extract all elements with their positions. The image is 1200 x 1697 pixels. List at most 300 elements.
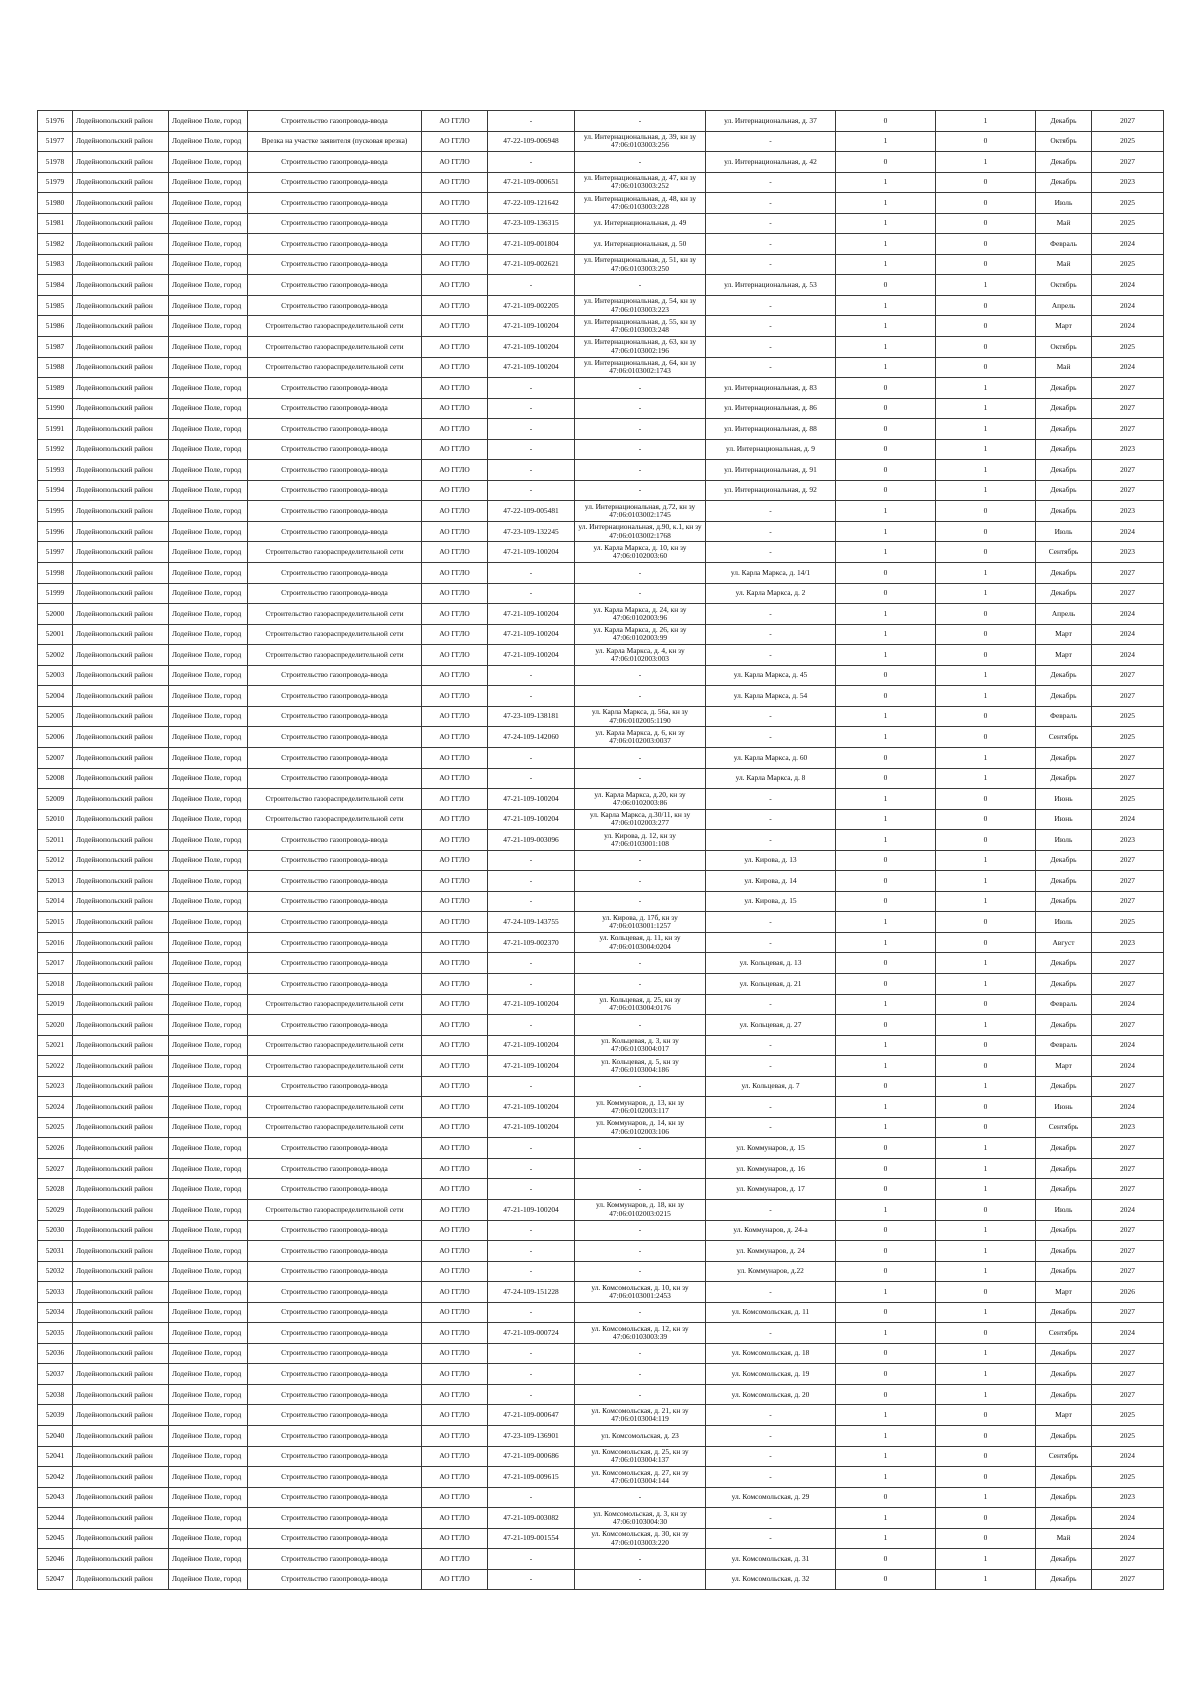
work-type-cell: Строительство газопровода-ввода <box>248 727 422 748</box>
applicant-address-cell: ул. Коммунаров, д. 18, кн зу 47:06:0102003:0215 <box>575 1199 706 1220</box>
object-address-cell: - <box>706 357 836 378</box>
year-cell: 2027 <box>1092 1015 1164 1036</box>
district-cell: Лодейнопольский район <box>73 789 169 810</box>
organization-cell: АО ГГЛО <box>422 932 488 953</box>
district-cell: Лодейнопольский район <box>73 1302 169 1323</box>
row-number-cell: 52041 <box>38 1446 73 1467</box>
table-row <box>38 275 1164 296</box>
contract-number-cell: 47-22-109-121642 <box>488 193 575 214</box>
locality-cell: Лодейное Поле, город <box>169 1487 248 1508</box>
month-cell: Декабрь <box>1036 1302 1092 1323</box>
table-row <box>38 1384 1164 1405</box>
organization-cell: АО ГГЛО <box>422 480 488 501</box>
count-a-cell: 1 <box>836 727 936 748</box>
count-a-cell: 1 <box>836 193 936 214</box>
applicant-address-cell: - <box>575 1384 706 1405</box>
table-row <box>38 727 1164 748</box>
locality-cell: Лодейное Поле, город <box>169 1426 248 1447</box>
year-cell: 2027 <box>1092 583 1164 604</box>
object-address-cell: ул. Кольцевая, д. 13 <box>706 953 836 974</box>
month-cell: Март <box>1036 624 1092 645</box>
applicant-address-cell: ул. Интернациональная, д.72, кн зу 47:06:0103002:1745 <box>575 501 706 522</box>
count-a-cell: 0 <box>836 768 936 789</box>
district-cell: Лодейнопольский район <box>73 932 169 953</box>
month-cell: Апрель <box>1036 604 1092 625</box>
applicant-address-cell: - <box>575 152 706 173</box>
month-cell: Декабрь <box>1036 480 1092 501</box>
table-row <box>38 1199 1164 1220</box>
count-b-cell: 0 <box>936 501 1036 522</box>
month-cell: Декабрь <box>1036 563 1092 584</box>
applicant-address-cell: ул. Интернациональная, д. 47, кн зу 47:06:0103003:252 <box>575 172 706 193</box>
applicant-address-cell: ул. Карла Маркса, д. 56а, кн зу 47:06:0102005:1190 <box>575 706 706 727</box>
locality-cell: Лодейное Поле, город <box>169 768 248 789</box>
year-cell: 2027 <box>1092 419 1164 440</box>
year-cell: 2027 <box>1092 460 1164 481</box>
row-number-cell: 52026 <box>38 1138 73 1159</box>
table-row <box>38 932 1164 953</box>
row-number-cell: 51996 <box>38 521 73 542</box>
count-a-cell: 0 <box>836 480 936 501</box>
table-row <box>38 521 1164 542</box>
locality-cell: Лодейное Поле, город <box>169 1528 248 1549</box>
work-type-cell: Строительство газопровода-ввода <box>248 932 422 953</box>
locality-cell: Лодейное Поле, город <box>169 254 248 275</box>
month-cell: Июль <box>1036 830 1092 851</box>
year-cell: 2025 <box>1092 193 1164 214</box>
organization-cell: АО ГГЛО <box>422 378 488 399</box>
year-cell: 2027 <box>1092 850 1164 871</box>
year-cell: 2025 <box>1092 727 1164 748</box>
locality-cell: Лодейное Поле, город <box>169 604 248 625</box>
month-cell: Февраль <box>1036 994 1092 1015</box>
month-cell: Март <box>1036 1282 1092 1303</box>
count-b-cell: 0 <box>936 295 1036 316</box>
year-cell: 2023 <box>1092 501 1164 522</box>
year-cell: 2025 <box>1092 1405 1164 1426</box>
object-address-cell: - <box>706 1097 836 1118</box>
contract-number-cell: - <box>488 891 575 912</box>
contract-number-cell: - <box>488 850 575 871</box>
table-row <box>38 172 1164 193</box>
count-b-cell: 0 <box>936 1097 1036 1118</box>
count-b-cell: 1 <box>936 871 1036 892</box>
year-cell: 2027 <box>1092 891 1164 912</box>
locality-cell: Лодейное Поле, город <box>169 419 248 440</box>
contract-number-cell: 47-24-109-151228 <box>488 1282 575 1303</box>
month-cell: Декабрь <box>1036 1426 1092 1447</box>
applicant-address-cell: - <box>575 686 706 707</box>
row-number-cell: 51995 <box>38 501 73 522</box>
count-b-cell: 1 <box>936 1241 1036 1262</box>
object-address-cell: ул. Коммунаров, д. 24-а <box>706 1220 836 1241</box>
year-cell: 2027 <box>1092 768 1164 789</box>
district-cell: Лодейнопольский район <box>73 542 169 563</box>
count-a-cell: 1 <box>836 645 936 666</box>
year-cell: 2024 <box>1092 295 1164 316</box>
organization-cell: АО ГГЛО <box>422 953 488 974</box>
organization-cell: АО ГГЛО <box>422 789 488 810</box>
month-cell: Июль <box>1036 521 1092 542</box>
count-a-cell: 0 <box>836 1241 936 1262</box>
table-row <box>38 809 1164 830</box>
district-cell: Лодейнопольский район <box>73 521 169 542</box>
object-address-cell: - <box>706 1035 836 1056</box>
organization-cell: АО ГГЛО <box>422 152 488 173</box>
district-cell: Лодейнопольский район <box>73 1117 169 1138</box>
locality-cell: Лодейное Поле, город <box>169 398 248 419</box>
district-cell: Лодейнопольский район <box>73 624 169 645</box>
applicant-address-cell: ул. Комсомольская, д. 10, кн зу 47:06:0103001:2453 <box>575 1282 706 1303</box>
work-type-cell: Строительство газопровода-ввода <box>248 172 422 193</box>
year-cell: 2027 <box>1092 1569 1164 1590</box>
count-a-cell: 1 <box>836 254 936 275</box>
object-address-cell: ул. Комсомольская, д. 19 <box>706 1364 836 1385</box>
object-address-cell: ул. Интернациональная, д. 37 <box>706 111 836 132</box>
district-cell: Лодейнопольский район <box>73 378 169 399</box>
count-b-cell: 0 <box>936 1117 1036 1138</box>
locality-cell: Лодейное Поле, город <box>169 316 248 337</box>
locality-cell: Лодейное Поле, город <box>169 1549 248 1570</box>
year-cell: 2023 <box>1092 1487 1164 1508</box>
count-b-cell: 0 <box>936 706 1036 727</box>
object-address-cell: ул. Комсомольская, д. 11 <box>706 1302 836 1323</box>
table-row <box>38 1035 1164 1056</box>
locality-cell: Лодейное Поле, город <box>169 295 248 316</box>
month-cell: Июнь <box>1036 1097 1092 1118</box>
applicant-address-cell: - <box>575 1569 706 1590</box>
table-row <box>38 419 1164 440</box>
locality-cell: Лодейное Поле, город <box>169 1282 248 1303</box>
contract-number-cell: - <box>488 1364 575 1385</box>
count-b-cell: 1 <box>936 1302 1036 1323</box>
applicant-address-cell: - <box>575 850 706 871</box>
object-address-cell: - <box>706 1508 836 1529</box>
district-cell: Лодейнопольский район <box>73 1282 169 1303</box>
applicant-address-cell: ул. Интернациональная, д. 48, кн зу 47:06:0103003:228 <box>575 193 706 214</box>
month-cell: Декабрь <box>1036 111 1092 132</box>
count-a-cell: 0 <box>836 1138 936 1159</box>
organization-cell: АО ГГЛО <box>422 747 488 768</box>
contract-number-cell: - <box>488 152 575 173</box>
row-number-cell: 52000 <box>38 604 73 625</box>
object-address-cell: ул. Кольцевая, д. 21 <box>706 973 836 994</box>
row-number-cell: 52004 <box>38 686 73 707</box>
table-row <box>38 398 1164 419</box>
work-type-cell: Строительство газопровода-ввода <box>248 747 422 768</box>
district-cell: Лодейнопольский район <box>73 460 169 481</box>
object-address-cell: - <box>706 624 836 645</box>
locality-cell: Лодейное Поле, город <box>169 1076 248 1097</box>
locality-cell: Лодейное Поле, город <box>169 357 248 378</box>
contract-number-cell: - <box>488 1343 575 1364</box>
applicant-address-cell: - <box>575 747 706 768</box>
month-cell: Декабрь <box>1036 1343 1092 1364</box>
row-number-cell: 52011 <box>38 830 73 851</box>
table-row <box>38 624 1164 645</box>
count-b-cell: 1 <box>936 275 1036 296</box>
table-row <box>38 665 1164 686</box>
district-cell: Лодейнопольский район <box>73 254 169 275</box>
count-b-cell: 1 <box>936 747 1036 768</box>
district-cell: Лодейнопольский район <box>73 871 169 892</box>
count-a-cell: 0 <box>836 1302 936 1323</box>
work-type-cell: Строительство газораспределительной сети <box>248 809 422 830</box>
table-row <box>38 747 1164 768</box>
work-type-cell: Строительство газопровода-ввода <box>248 152 422 173</box>
object-address-cell: - <box>706 1528 836 1549</box>
contract-number-cell: 47-23-109-136901 <box>488 1426 575 1447</box>
table-row <box>38 1467 1164 1488</box>
count-a-cell: 0 <box>836 686 936 707</box>
organization-cell: АО ГГЛО <box>422 501 488 522</box>
count-a-cell: 1 <box>836 932 936 953</box>
district-cell: Лодейнопольский район <box>73 111 169 132</box>
locality-cell: Лодейное Поле, город <box>169 871 248 892</box>
year-cell: 2027 <box>1092 398 1164 419</box>
count-b-cell: 0 <box>936 1199 1036 1220</box>
district-cell: Лодейнопольский район <box>73 398 169 419</box>
district-cell: Лодейнопольский район <box>73 830 169 851</box>
table-row <box>38 480 1164 501</box>
month-cell: Декабрь <box>1036 891 1092 912</box>
applicant-address-cell: ул. Комсомольская, д. 27, кн зу 47:06:0103004:144 <box>575 1467 706 1488</box>
count-a-cell: 1 <box>836 213 936 234</box>
row-number-cell: 51977 <box>38 131 73 152</box>
object-address-cell: ул. Интернациональная, д. 92 <box>706 480 836 501</box>
count-b-cell: 0 <box>936 316 1036 337</box>
locality-cell: Лодейное Поле, город <box>169 953 248 974</box>
count-b-cell: 1 <box>936 1487 1036 1508</box>
row-number-cell: 52020 <box>38 1015 73 1036</box>
month-cell: Декабрь <box>1036 1220 1092 1241</box>
count-b-cell: 1 <box>936 768 1036 789</box>
count-a-cell: 0 <box>836 1343 936 1364</box>
applicant-address-cell: ул. Комсомольская, д. 3, кн зу 47:06:0103004:30 <box>575 1508 706 1529</box>
applicant-address-cell: ул. Кольцевая, д. 3, кн зу 47:06:0103004:017 <box>575 1035 706 1056</box>
row-number-cell: 52018 <box>38 973 73 994</box>
contract-number-cell: 47-21-109-100204 <box>488 994 575 1015</box>
row-number-cell: 51986 <box>38 316 73 337</box>
table-row <box>38 563 1164 584</box>
contract-number-cell: 47-23-109-132245 <box>488 521 575 542</box>
table-row <box>38 706 1164 727</box>
count-b-cell: 0 <box>936 809 1036 830</box>
table-row <box>38 891 1164 912</box>
count-b-cell: 1 <box>936 1364 1036 1385</box>
applicant-address-cell: ул. Комсомольская, д. 25, кн зу 47:06:0103004:137 <box>575 1446 706 1467</box>
month-cell: Июнь <box>1036 789 1092 810</box>
organization-cell: АО ГГЛО <box>422 1384 488 1405</box>
organization-cell: АО ГГЛО <box>422 1220 488 1241</box>
year-cell: 2024 <box>1092 1446 1164 1467</box>
locality-cell: Лодейное Поле, город <box>169 111 248 132</box>
count-a-cell: 1 <box>836 994 936 1015</box>
year-cell: 2025 <box>1092 1426 1164 1447</box>
object-address-cell: ул. Комсомольская, д. 29 <box>706 1487 836 1508</box>
count-b-cell: 1 <box>936 152 1036 173</box>
district-cell: Лодейнопольский район <box>73 563 169 584</box>
contract-number-cell: 47-21-109-003082 <box>488 1508 575 1529</box>
district-cell: Лодейнопольский район <box>73 172 169 193</box>
work-type-cell: Строительство газопровода-ввода <box>248 1015 422 1036</box>
row-number-cell: 52037 <box>38 1364 73 1385</box>
count-a-cell: 0 <box>836 953 936 974</box>
applicant-address-cell: ул. Интернациональная, д. 39, кн зу 47:06:0103003:256 <box>575 131 706 152</box>
year-cell: 2023 <box>1092 1117 1164 1138</box>
work-type-cell: Строительство газопровода-ввода <box>248 1364 422 1385</box>
work-type-cell: Строительство газопровода-ввода <box>248 1076 422 1097</box>
count-b-cell: 1 <box>936 460 1036 481</box>
applicant-address-cell: ул. Комсомольская, д. 30, кн зу 47:06:0103003:220 <box>575 1528 706 1549</box>
row-number-cell: 52031 <box>38 1241 73 1262</box>
year-cell: 2027 <box>1092 1220 1164 1241</box>
locality-cell: Лодейное Поле, город <box>169 460 248 481</box>
year-cell: 2025 <box>1092 254 1164 275</box>
contract-number-cell: - <box>488 686 575 707</box>
work-type-cell: Строительство газопровода-ввода <box>248 1261 422 1282</box>
month-cell: Сентябрь <box>1036 1117 1092 1138</box>
row-number-cell: 52025 <box>38 1117 73 1138</box>
object-address-cell: ул. Карла Маркса, д. 45 <box>706 665 836 686</box>
organization-cell: АО ГГЛО <box>422 665 488 686</box>
district-cell: Лодейнопольский район <box>73 275 169 296</box>
count-a-cell: 1 <box>836 357 936 378</box>
organization-cell: АО ГГЛО <box>422 316 488 337</box>
year-cell: 2024 <box>1092 1508 1164 1529</box>
table-row <box>38 111 1164 132</box>
contract-number-cell: - <box>488 665 575 686</box>
month-cell: Февраль <box>1036 1035 1092 1056</box>
district-cell: Лодейнопольский район <box>73 747 169 768</box>
applicant-address-cell: ул. Карла Маркса, д. 24, кн зу 47:06:0102003:96 <box>575 604 706 625</box>
applicant-address-cell: - <box>575 1343 706 1364</box>
month-cell: Октябрь <box>1036 275 1092 296</box>
table-row <box>38 1528 1164 1549</box>
row-number-cell: 52008 <box>38 768 73 789</box>
locality-cell: Лодейное Поле, город <box>169 1220 248 1241</box>
month-cell: Декабрь <box>1036 1138 1092 1159</box>
row-number-cell: 52045 <box>38 1528 73 1549</box>
count-b-cell: 1 <box>936 891 1036 912</box>
work-type-cell: Строительство газопровода-ввода <box>248 295 422 316</box>
count-a-cell: 0 <box>836 563 936 584</box>
count-a-cell: 0 <box>836 460 936 481</box>
count-b-cell: 1 <box>936 563 1036 584</box>
work-type-cell: Строительство газораспределительной сети <box>248 604 422 625</box>
work-type-cell: Строительство газопровода-ввода <box>248 1323 422 1344</box>
work-type-cell: Строительство газораспределительной сети <box>248 1199 422 1220</box>
locality-cell: Лодейное Поле, город <box>169 994 248 1015</box>
district-cell: Лодейнопольский район <box>73 1405 169 1426</box>
object-address-cell: - <box>706 912 836 933</box>
object-address-cell: - <box>706 1426 836 1447</box>
organization-cell: АО ГГЛО <box>422 1343 488 1364</box>
row-number-cell: 52006 <box>38 727 73 748</box>
object-address-cell: - <box>706 645 836 666</box>
count-b-cell: 0 <box>936 254 1036 275</box>
count-a-cell: 1 <box>836 1323 936 1344</box>
work-type-cell: Строительство газопровода-ввода <box>248 1220 422 1241</box>
work-type-cell: Строительство газораспределительной сети <box>248 316 422 337</box>
district-cell: Лодейнопольский район <box>73 1261 169 1282</box>
work-type-cell: Строительство газопровода-ввода <box>248 953 422 974</box>
count-a-cell: 0 <box>836 398 936 419</box>
count-b-cell: 0 <box>936 932 1036 953</box>
year-cell: 2023 <box>1092 932 1164 953</box>
table-row <box>38 1302 1164 1323</box>
count-b-cell: 1 <box>936 850 1036 871</box>
locality-cell: Лодейное Поле, город <box>169 378 248 399</box>
district-cell: Лодейнопольский район <box>73 973 169 994</box>
month-cell: Декабрь <box>1036 747 1092 768</box>
count-b-cell: 0 <box>936 727 1036 748</box>
year-cell: 2024 <box>1092 1035 1164 1056</box>
applicant-address-cell: ул. Карла Маркса, д. 10, кн зу 47:06:0102003:60 <box>575 542 706 563</box>
object-address-cell: ул. Интернациональная, д. 42 <box>706 152 836 173</box>
applicant-address-cell: - <box>575 1158 706 1179</box>
month-cell: Декабрь <box>1036 1241 1092 1262</box>
locality-cell: Лодейное Поле, город <box>169 1179 248 1200</box>
row-number-cell: 51979 <box>38 172 73 193</box>
organization-cell: АО ГГЛО <box>422 337 488 358</box>
applicant-address-cell: - <box>575 1364 706 1385</box>
locality-cell: Лодейное Поле, город <box>169 152 248 173</box>
district-cell: Лодейнопольский район <box>73 768 169 789</box>
count-b-cell: 0 <box>936 234 1036 255</box>
organization-cell: АО ГГЛО <box>422 1138 488 1159</box>
work-type-cell: Строительство газопровода-ввода <box>248 1569 422 1590</box>
count-b-cell: 0 <box>936 1467 1036 1488</box>
contract-number-cell: 47-21-109-000724 <box>488 1323 575 1344</box>
month-cell: Март <box>1036 1056 1092 1077</box>
locality-cell: Лодейное Поле, город <box>169 1508 248 1529</box>
contract-number-cell: 47-21-109-100204 <box>488 542 575 563</box>
count-a-cell: 1 <box>836 1467 936 1488</box>
month-cell: Декабрь <box>1036 460 1092 481</box>
year-cell: 2024 <box>1092 357 1164 378</box>
contract-number-cell: 47-21-109-100204 <box>488 1097 575 1118</box>
count-a-cell: 0 <box>836 891 936 912</box>
year-cell: 2027 <box>1092 1179 1164 1200</box>
contract-number-cell: - <box>488 111 575 132</box>
row-number-cell: 52043 <box>38 1487 73 1508</box>
object-address-cell: - <box>706 809 836 830</box>
district-cell: Лодейнопольский район <box>73 1446 169 1467</box>
row-number-cell: 51988 <box>38 357 73 378</box>
district-cell: Лодейнопольский район <box>73 1487 169 1508</box>
work-type-cell: Строительство газопровода-ввода <box>248 521 422 542</box>
contract-number-cell: 47-21-109-000686 <box>488 1446 575 1467</box>
organization-cell: АО ГГЛО <box>422 624 488 645</box>
work-type-cell: Строительство газопровода-ввода <box>248 665 422 686</box>
count-b-cell: 1 <box>936 111 1036 132</box>
month-cell: Декабрь <box>1036 1487 1092 1508</box>
contract-number-cell: - <box>488 973 575 994</box>
year-cell: 2027 <box>1092 1138 1164 1159</box>
applicant-address-cell: ул. Кирова, д. 12, кн зу 47:06:0103001:108 <box>575 830 706 851</box>
object-address-cell: - <box>706 501 836 522</box>
object-address-cell: - <box>706 131 836 152</box>
row-number-cell: 52027 <box>38 1158 73 1179</box>
month-cell: Декабрь <box>1036 1261 1092 1282</box>
object-address-cell: - <box>706 932 836 953</box>
contract-number-cell: - <box>488 1384 575 1405</box>
work-type-cell: Строительство газопровода-ввода <box>248 912 422 933</box>
row-number-cell: 51983 <box>38 254 73 275</box>
locality-cell: Лодейное Поле, город <box>169 1199 248 1220</box>
locality-cell: Лодейное Поле, город <box>169 275 248 296</box>
